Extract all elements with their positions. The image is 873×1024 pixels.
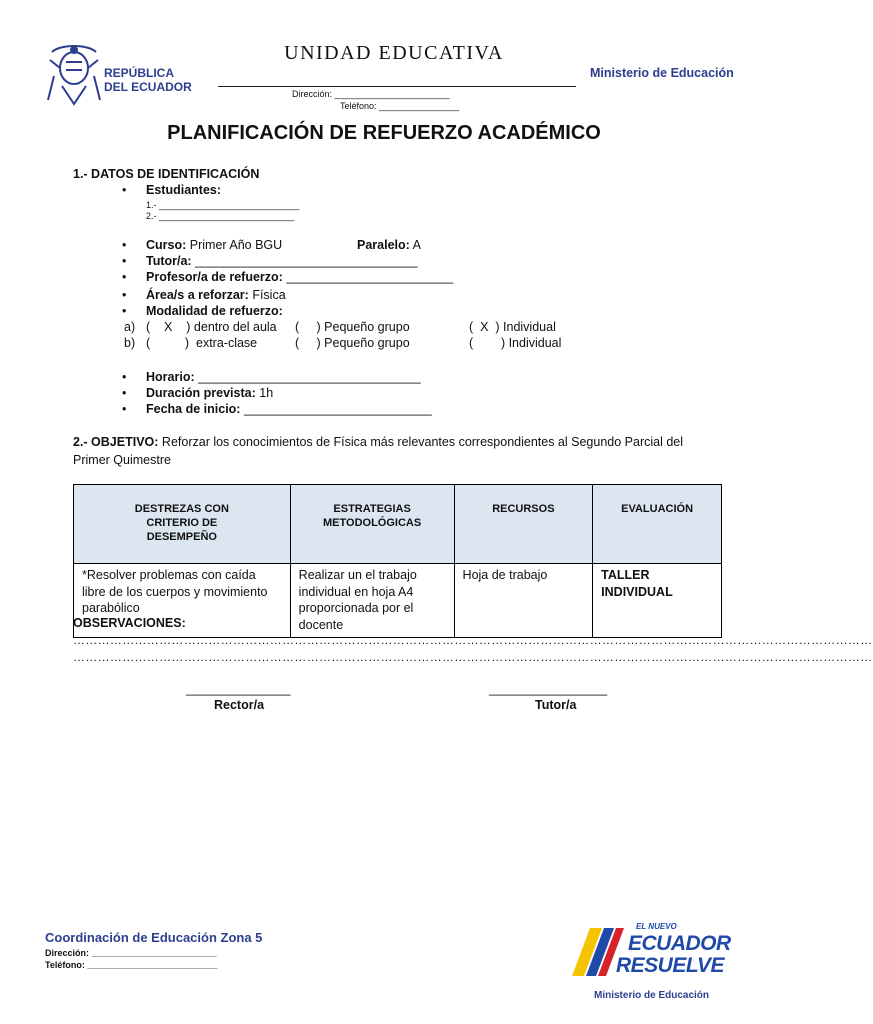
area-field: [146, 288, 286, 302]
ecuador-coat-of-arms-icon: [44, 42, 104, 108]
area-label: Área/s a reforzar:: [146, 288, 249, 302]
rector-signature-line: _______________: [186, 682, 291, 696]
bullet-icon: •: [122, 183, 127, 197]
republica-line2: DEL ECUADOR: [104, 80, 192, 94]
rector-label: Rector/a: [214, 698, 265, 712]
curso-label: Curso:: [146, 238, 187, 252]
estudiante-2: 2.- ___________________________: [146, 211, 295, 221]
horario-label: Horario:: [146, 370, 195, 384]
estudiante-1: 1.- ____________________________: [146, 200, 300, 210]
header-recursos: RECURSOS: [454, 485, 593, 564]
profesor-label: Profesor/a de refuerzo:: [146, 270, 283, 284]
unidad-name-line: [218, 86, 576, 87]
row-b-individual: ( ) Individual: [469, 336, 562, 350]
table-header-row: [74, 485, 722, 564]
bullet-icon: •: [122, 270, 127, 284]
tutor-field: [146, 254, 418, 268]
bullet-icon: •: [122, 238, 127, 252]
header-direccion: [292, 89, 450, 99]
cell-estrategia: Realizar un el trabajo individual en hoja A4 proporcionada por el docente: [290, 564, 454, 638]
tutor-blank: ________________________________: [195, 254, 418, 268]
logo-el-nuevo: EL NUEVO: [636, 922, 677, 931]
paralelo-field: [357, 238, 421, 252]
tutor-signature-label: Tutor/a: [535, 698, 577, 712]
row-b-extra-clase: ( ) extra-clase: [146, 336, 258, 350]
horario-field: [146, 370, 421, 384]
logo-resuelve: RESUELVE: [616, 954, 725, 977]
footer-direccion-blank: _________________________: [91, 948, 217, 958]
republica-text: [104, 66, 192, 94]
area-value: Física: [252, 288, 286, 302]
row-b-pequeno-grupo: ( ) Pequeño grupo: [295, 336, 410, 350]
planning-table: [73, 484, 722, 638]
republica-line1: REPÚBLICA: [104, 66, 175, 80]
profesor-blank: ________________________: [286, 270, 454, 284]
ministerio-header: Ministerio de Educación: [590, 66, 734, 80]
fecha-label: Fecha de inicio:: [146, 402, 241, 416]
section1-heading: 1.- DATOS DE IDENTIFICACIÓN: [73, 167, 260, 181]
bullet-icon: •: [122, 402, 127, 416]
row-a-pequeno-grupo: ( ) Pequeño grupo: [295, 320, 410, 334]
estudiantes-label: Estudiantes:: [146, 183, 222, 197]
row-a-letter: a): [124, 320, 136, 334]
objetivo-label: 2.- OBJETIVO:: [73, 435, 159, 449]
curso-value: Primer Año BGU: [189, 238, 283, 252]
paralelo-value: A: [412, 238, 421, 252]
ecuador-resuelve-logo: [568, 918, 731, 1008]
modalidad-label: Modalidad de refuerzo:: [146, 304, 283, 318]
tutor-signature-line: _________________: [489, 682, 608, 696]
header-evaluacion: EVALUACIÓN: [593, 485, 722, 564]
duracion-value: 1h: [259, 386, 274, 400]
tutor-label: Tutor/a:: [146, 254, 192, 268]
cell-recursos: Hoja de trabajo: [454, 564, 593, 638]
curso-field: [146, 238, 282, 252]
header-destrezas: DESTREZAS CON CRITERIO DE DESEMPEÑO: [74, 485, 291, 564]
bullet-icon: •: [122, 304, 127, 318]
row-a-dentro-del-aula: ( X ) dentro del aula: [146, 320, 277, 334]
unidad-educativa-title: UNIDAD EDUCATIVA: [284, 42, 504, 64]
paralelo-label: Paralelo:: [357, 238, 410, 252]
duracion-label: Duración prevista:: [146, 386, 256, 400]
row-a-individual: ( X ) Individual: [469, 320, 556, 334]
header-estrategias: ESTRATEGIAS METODOLÓGICAS: [290, 485, 454, 564]
cell-evaluacion: TALLER INDIVIDUAL: [593, 564, 722, 638]
logo-ecuador: ECUADOR: [628, 932, 731, 955]
footer-telefono: [45, 960, 217, 970]
row-b-letter: b): [124, 336, 136, 350]
objetivo-paragraph: [73, 433, 721, 469]
coordinacion-zona: Coordinación de Educación Zona 5: [45, 930, 263, 945]
bullet-icon: •: [122, 254, 127, 268]
bullet-icon: •: [122, 386, 127, 400]
header-telefono: [340, 101, 459, 111]
bullet-icon: •: [122, 370, 127, 384]
fecha-blank: ___________________________: [243, 402, 432, 416]
profesor-field: [146, 270, 453, 284]
horario-blank: ________________________________: [198, 370, 421, 384]
cell-destreza: *Resolver problemas con caída libre de los cuerpos y movimiento parabólico: [74, 564, 291, 638]
header-telefono-blank: ________________: [379, 101, 460, 111]
header-direccion-label: Dirección:: [292, 89, 333, 99]
footer-direccion: [45, 948, 217, 958]
footer-direccion-label: Dirección:: [45, 948, 90, 958]
fecha-field: [146, 402, 432, 416]
header-telefono-label: Teléfono:: [340, 101, 377, 111]
footer-telefono-blank: __________________________: [87, 960, 218, 970]
observaciones-label: OBSERVACIONES:: [73, 616, 186, 630]
page-title: PLANIFICACIÓN DE REFUERZO ACADÉMICO: [167, 122, 601, 144]
duracion-field: [146, 386, 273, 400]
footer-telefono-label: Teléfono:: [45, 960, 85, 970]
objetivo-text: Reforzar los conocimientos de Física más relevantes correspondientes al Segundo Parcial del Primer Quimestre: [73, 435, 684, 467]
header-direccion-blank: _______________________: [334, 89, 450, 99]
observaciones-line-2: ……………………………………………………………………………………………………………………………………………………………………………: [73, 650, 873, 664]
observaciones-line-1: ……………………………………………………………………………………………………………………………………………………………………………: [73, 633, 873, 647]
bullet-icon: •: [122, 288, 127, 302]
logo-ministerio: Ministerio de Educación: [594, 990, 710, 1001]
